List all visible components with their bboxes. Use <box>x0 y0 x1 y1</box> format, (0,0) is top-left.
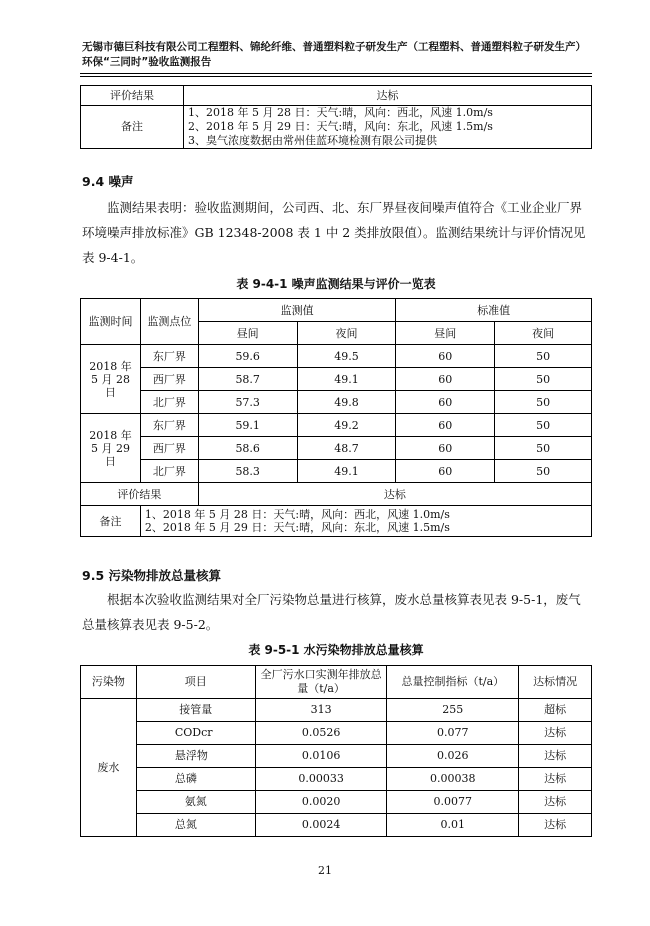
table-row <box>81 368 592 391</box>
std-day-value: 60 <box>396 391 495 414</box>
table-row <box>81 699 592 722</box>
std-night-value: 50 <box>495 345 592 368</box>
actual-value: 0.0526 <box>255 722 387 745</box>
table-row <box>81 814 592 837</box>
actual-value: 313 <box>255 699 387 722</box>
noise-remarks-cell <box>140 506 591 537</box>
header-standard: 标准值 <box>396 299 592 322</box>
item-cell: CODcr <box>136 722 255 745</box>
header-limit: 总量控制指标（t/a） <box>387 666 519 699</box>
pollutant-cell: 废水 <box>81 699 137 837</box>
page-number: 21 <box>318 864 332 877</box>
header-std-day: 昼间 <box>396 322 495 345</box>
header-item: 项目 <box>136 666 255 699</box>
table-row <box>81 345 592 368</box>
std-day-value: 60 <box>396 460 495 483</box>
point-cell: 西厂界 <box>140 368 198 391</box>
odor-table-continuation <box>80 85 592 149</box>
noise-results-table <box>80 298 592 537</box>
day-value: 59.6 <box>198 345 297 368</box>
table-row <box>81 722 592 745</box>
table-row <box>81 745 592 768</box>
limit-value: 0.01 <box>387 814 519 837</box>
std-night-value: 50 <box>495 368 592 391</box>
header-status: 达标情况 <box>519 666 592 699</box>
noise-eval-value: 达标 <box>198 483 591 506</box>
header-rule-thin <box>80 76 592 77</box>
point-cell: 东厂界 <box>140 414 198 437</box>
date-cell: 2018 年 5 月 28 日 <box>81 345 141 414</box>
day-value: 57.3 <box>198 391 297 414</box>
water-pollutant-table <box>80 665 592 837</box>
eval-label: 评价结果 <box>81 86 184 106</box>
night-value: 49.5 <box>297 345 396 368</box>
table-row <box>81 791 592 814</box>
day-value: 58.7 <box>198 368 297 391</box>
std-day-value: 60 <box>396 368 495 391</box>
point-cell: 北厂界 <box>140 391 198 414</box>
table-row <box>81 460 592 483</box>
point-cell: 西厂界 <box>140 437 198 460</box>
limit-value: 0.077 <box>387 722 519 745</box>
day-value: 58.3 <box>198 460 297 483</box>
limit-value: 255 <box>387 699 519 722</box>
header-std-night: 夜间 <box>495 322 592 345</box>
actual-value: 0.00033 <box>255 768 387 791</box>
section-9-5-paragraph: 根据本次验收监测结果对全厂污染物总量进行核算，废水总量核算表见表 9-5-1，废气总量核算表见表 9-5-2。 <box>82 592 581 632</box>
header-night: 夜间 <box>297 322 396 345</box>
header-pollutant: 污染物 <box>81 666 137 699</box>
header-day: 昼间 <box>198 322 297 345</box>
status-value: 达标 <box>519 791 592 814</box>
std-night-value: 50 <box>495 414 592 437</box>
section-heading-9-5: 9.5 污染物排放总量核算 <box>82 568 221 583</box>
status-value: 达标 <box>519 814 592 837</box>
header-actual: 全厂污水口实测年排放总量（t/a） <box>255 666 387 699</box>
point-cell: 东厂界 <box>140 345 198 368</box>
status-value: 超标 <box>519 699 592 722</box>
night-value: 49.8 <box>297 391 396 414</box>
table-row <box>81 391 592 414</box>
date-cell: 2018 年 5 月 29 日 <box>81 414 141 483</box>
point-cell: 北厂界 <box>140 460 198 483</box>
remarks-cell <box>184 106 592 149</box>
remark-line: 2、2018 年 5 月 29 日：天气:晴，风向：东北，风速 1.5m/s <box>188 120 493 133</box>
header-point: 监测点位 <box>140 299 198 345</box>
limit-value: 0.0077 <box>387 791 519 814</box>
std-night-value: 50 <box>495 460 592 483</box>
actual-value: 0.0020 <box>255 791 387 814</box>
night-value: 48.7 <box>297 437 396 460</box>
remark-line: 1、2018 年 5 月 28 日：天气:晴，风向：西北，风速 1.0m/s <box>144 508 450 521</box>
table-row <box>81 414 592 437</box>
remark-line: 3、臭气浓度数据由常州佳蓝环境检测有限公司提供 <box>188 134 437 147</box>
noise-remarks-label: 备注 <box>81 506 141 537</box>
remark-line: 1、2018 年 5 月 28 日：天气:晴，风向：西北，风速 1.0m/s <box>188 106 493 119</box>
std-day-value: 60 <box>396 414 495 437</box>
day-value: 58.6 <box>198 437 297 460</box>
remark-line: 2、2018 年 5 月 29 日：天气:晴，风向：东北，风速 1.5m/s <box>144 521 450 534</box>
status-value: 达标 <box>519 745 592 768</box>
report-header: 无锡市德巨科技有限公司工程塑料、锦纶纤维、普通塑料粒子研发生产（工程塑料、普通塑料粒子研发生产）环保“三同时”验收监测报告 <box>82 41 586 68</box>
actual-value: 0.0024 <box>255 814 387 837</box>
day-value: 59.1 <box>198 414 297 437</box>
item-cell: 悬浮物 <box>136 745 255 768</box>
eval-value: 达标 <box>184 86 592 106</box>
limit-value: 0.00038 <box>387 768 519 791</box>
status-value: 达标 <box>519 722 592 745</box>
item-cell: 总氮 <box>136 814 255 837</box>
night-value: 49.1 <box>297 368 396 391</box>
header-time: 监测时间 <box>81 299 141 345</box>
header-measured: 监测值 <box>198 299 396 322</box>
section-heading-9-4: 9.4 噪声 <box>82 174 134 189</box>
actual-value: 0.0106 <box>255 745 387 768</box>
noise-eval-label: 评价结果 <box>81 483 199 506</box>
night-value: 49.1 <box>297 460 396 483</box>
water-table-caption: 表 9-5-1 水污染物排放总量核算 <box>248 643 424 657</box>
item-cell: 氨氮 <box>136 791 255 814</box>
status-value: 达标 <box>519 768 592 791</box>
night-value: 49.2 <box>297 414 396 437</box>
table-row <box>81 437 592 460</box>
header-rule <box>80 73 592 74</box>
item-cell: 接管量 <box>136 699 255 722</box>
std-night-value: 50 <box>495 437 592 460</box>
std-night-value: 50 <box>495 391 592 414</box>
section-9-4-paragraph: 监测结果表明：验收监测期间，公司西、北、东厂界昼夜间噪声值符合《工业企业厂界环境噪声排放标准》GB 12348-2008 表 1 中 2 类排放限值）。监测结果统计与评价情况见表 9-4-1。 <box>82 200 586 265</box>
remarks-label: 备注 <box>81 106 184 149</box>
limit-value: 0.026 <box>387 745 519 768</box>
noise-table-caption: 表 9-4-1 噪声监测结果与评价一览表 <box>236 277 436 291</box>
std-day-value: 60 <box>396 345 495 368</box>
std-day-value: 60 <box>396 437 495 460</box>
item-cell: 总磷 <box>136 768 255 791</box>
table-row <box>81 768 592 791</box>
